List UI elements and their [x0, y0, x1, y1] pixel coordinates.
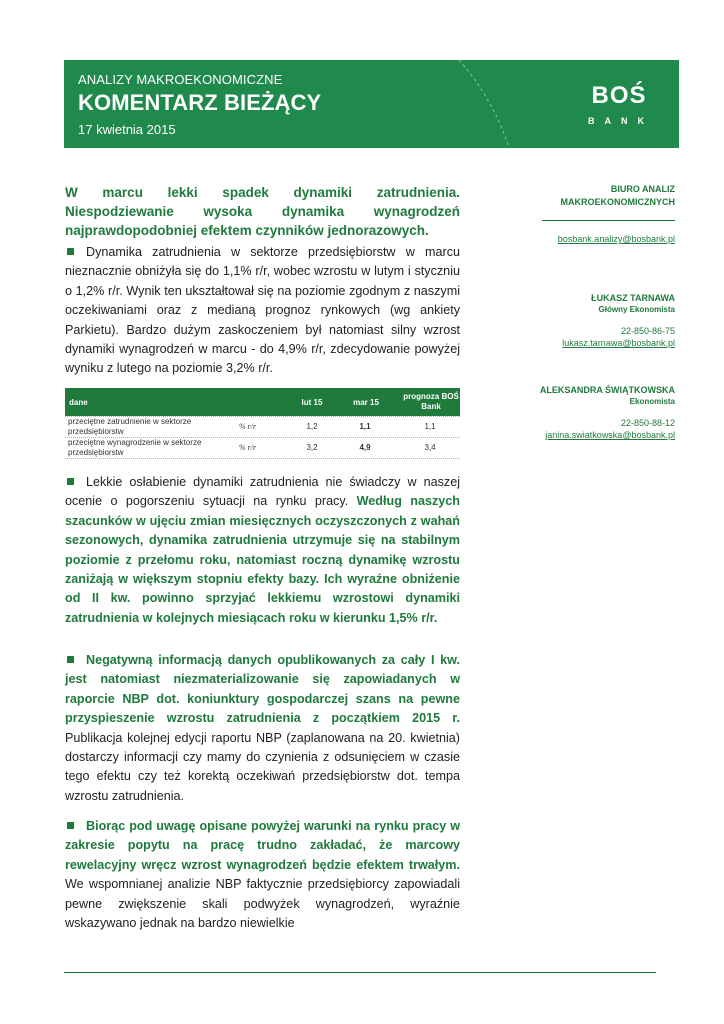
report-date: 17 kwietnia 2015 [78, 122, 176, 137]
bos-bank-logo [569, 82, 669, 134]
sidebar-rule [542, 220, 675, 221]
col-header-prognoza: prognoza BOŚ Bank [403, 392, 459, 411]
paragraph-2 [65, 473, 460, 628]
page-title: KOMENTARZ BIEŻĄCY [78, 90, 322, 115]
cell-mar: 1,1 [359, 422, 371, 431]
dept-name-line2: MAKROEKONOMICZNYCH [560, 196, 675, 207]
table-row [65, 437, 460, 458]
paragraph-3-plain: Publikacja kolejnej edycji raportu NBP (zaplanowana na 20. kwietnia) dostarczy informacji czy mamy do czynienia z odsunięciem w czasie tego efektu czy też korektą oczekiwań przedsiębiorstw dot. tempa wzrostu zatrudnienia. [65, 730, 460, 803]
table-header [65, 388, 460, 416]
bullet-icon [67, 656, 74, 663]
header-banner [64, 60, 679, 148]
contact-role-1: Główny Ekonomista [598, 305, 675, 314]
paragraph-2-bold: Według naszych szacunków w ujęciu zmian miesięcznych oczyszczonych z wahań sezonowych, dynamika zatrudnienia utrzymuje się na stabilnym poziomie z przełomu roku, natomiast roczną dynamikę wzrostu zaniżają w większym stopniu efekty bazy. Ich wyraźne obniżenie od II kw. powinno sprzyjać lekkiemu wzrostowi dynamiki zatrudnienia w kolejnych miesiącach roku w kierunku 1,5% r/r. [65, 494, 460, 625]
bullet-icon [67, 478, 74, 485]
contact-name-1: ŁUKASZ TARNAWA [591, 292, 675, 303]
table-divider [65, 458, 460, 459]
cell-lut: 3,2 [306, 443, 318, 452]
header-kicker: ANALIZY MAKROEKONOMICZNE [78, 72, 283, 87]
contact-sidebar [480, 183, 675, 442]
logo-name: BOŚ [591, 82, 647, 109]
dept-name-line1: BIURO ANALIZ [610, 184, 675, 194]
paragraph-4 [65, 817, 460, 933]
lead-paragraph: W marcu lekki spadek dynamiki zatrudnienia. Niespodziewanie wysoka dynamika wynagrodzeń najprawdopodobniej efektem czynników jednorazowych. [65, 185, 460, 238]
logo-sub: BANK [588, 116, 654, 126]
row-unit: % r/r [239, 443, 257, 452]
row-label: przeciętne wynagrodzenie w sektorze przedsiębiorstw [68, 438, 202, 457]
cell-prognoza: 1,1 [424, 422, 436, 431]
paragraph-1 [65, 243, 460, 379]
cell-mar: 4,9 [359, 443, 371, 452]
bullet-icon [67, 822, 74, 829]
paragraph-2-plain: Lekkie osłabienie dynamiki zatrudnienia nie świadczy w naszej ocenie o pogorszeniu sytuacji na rynku pracy. [65, 475, 460, 509]
col-header-mar: mar 15 [353, 398, 379, 407]
paragraph-3-bold: Negatywną informacją danych opublikowanych za cały I kw. jest natomiast niezmaterializowanie się zapowiadanych w raporcie NBP dot. koniunktury gospodarczej szans na pewne przyspieszenie wzrostu zatrudnienia z początkiem 2015 r. [65, 653, 460, 726]
data-table [65, 388, 460, 458]
paragraph-1-text: Dynamika zatrudnienia w sektorze przedsiębiorstw w marcu nieznacznie obniżyła się do 1,1% r/r, wobec wzrostu w lutym i styczniu o 1,2% r/r. Wynik ten ukształtował się na poziomie zgodnym z naszymi oczekiwaniami oraz z medianą prognoz rynkowych (wg ankiety Parkietu). Bardzo dużym zaskoczeniem był natomiast silny wzrost dynamiki wynagrodzeń w marcu - do 4,9% r/r, zdecydowanie powyżej wyniku z lutego na poziomie 3,2% r/r. [65, 245, 460, 376]
cell-prognoza: 3,4 [424, 443, 436, 452]
cell-lut: 1,2 [306, 422, 318, 431]
contact-email-2[interactable]: janina.swiatkowska@bosbank.pl [545, 430, 675, 440]
footer-divider [64, 972, 656, 973]
row-label: przeciętne zatrudnienie w sektorze przedsiębiorstw [68, 417, 192, 436]
paragraph-3 [65, 651, 460, 806]
contact-role-2: Ekonomista [629, 397, 675, 406]
col-header-dane: dane [69, 398, 88, 407]
contact-phone-2: 22-850-88-12 [620, 417, 675, 428]
contact-phone-1: 22-850-86-75 [620, 325, 675, 336]
contact-email-1[interactable]: lukasz.tarnawa@bosbank.pl [562, 338, 675, 348]
paragraph-4-plain: We wspomnianej analizie NBP faktycznie przedsiębiorcy zapowiadali pewne zwiększenie skali podwyżek wynagrodzeń, wyraźnie wskazywano jednak na bardzo niewielkie [65, 877, 460, 931]
paragraph-4-bold: Biorąc pod uwagę opisane powyżej warunki na rynku pracy w zakresie popytu na pracę trudno zakładać, że marcowy rewelacyjny wręcz wzrost wynagrodzeń będzie efektem trwałym. [65, 819, 460, 872]
bullet-icon [67, 248, 74, 255]
contact-name-2: ALEKSANDRA ŚWIĄTKOWSKA [539, 384, 675, 395]
col-header-lut: lut 15 [301, 398, 323, 407]
dept-email-link[interactable]: bosbank.analizy@bosbank.pl [557, 234, 675, 244]
row-unit: % r/r [239, 422, 257, 431]
table-row [65, 416, 460, 437]
